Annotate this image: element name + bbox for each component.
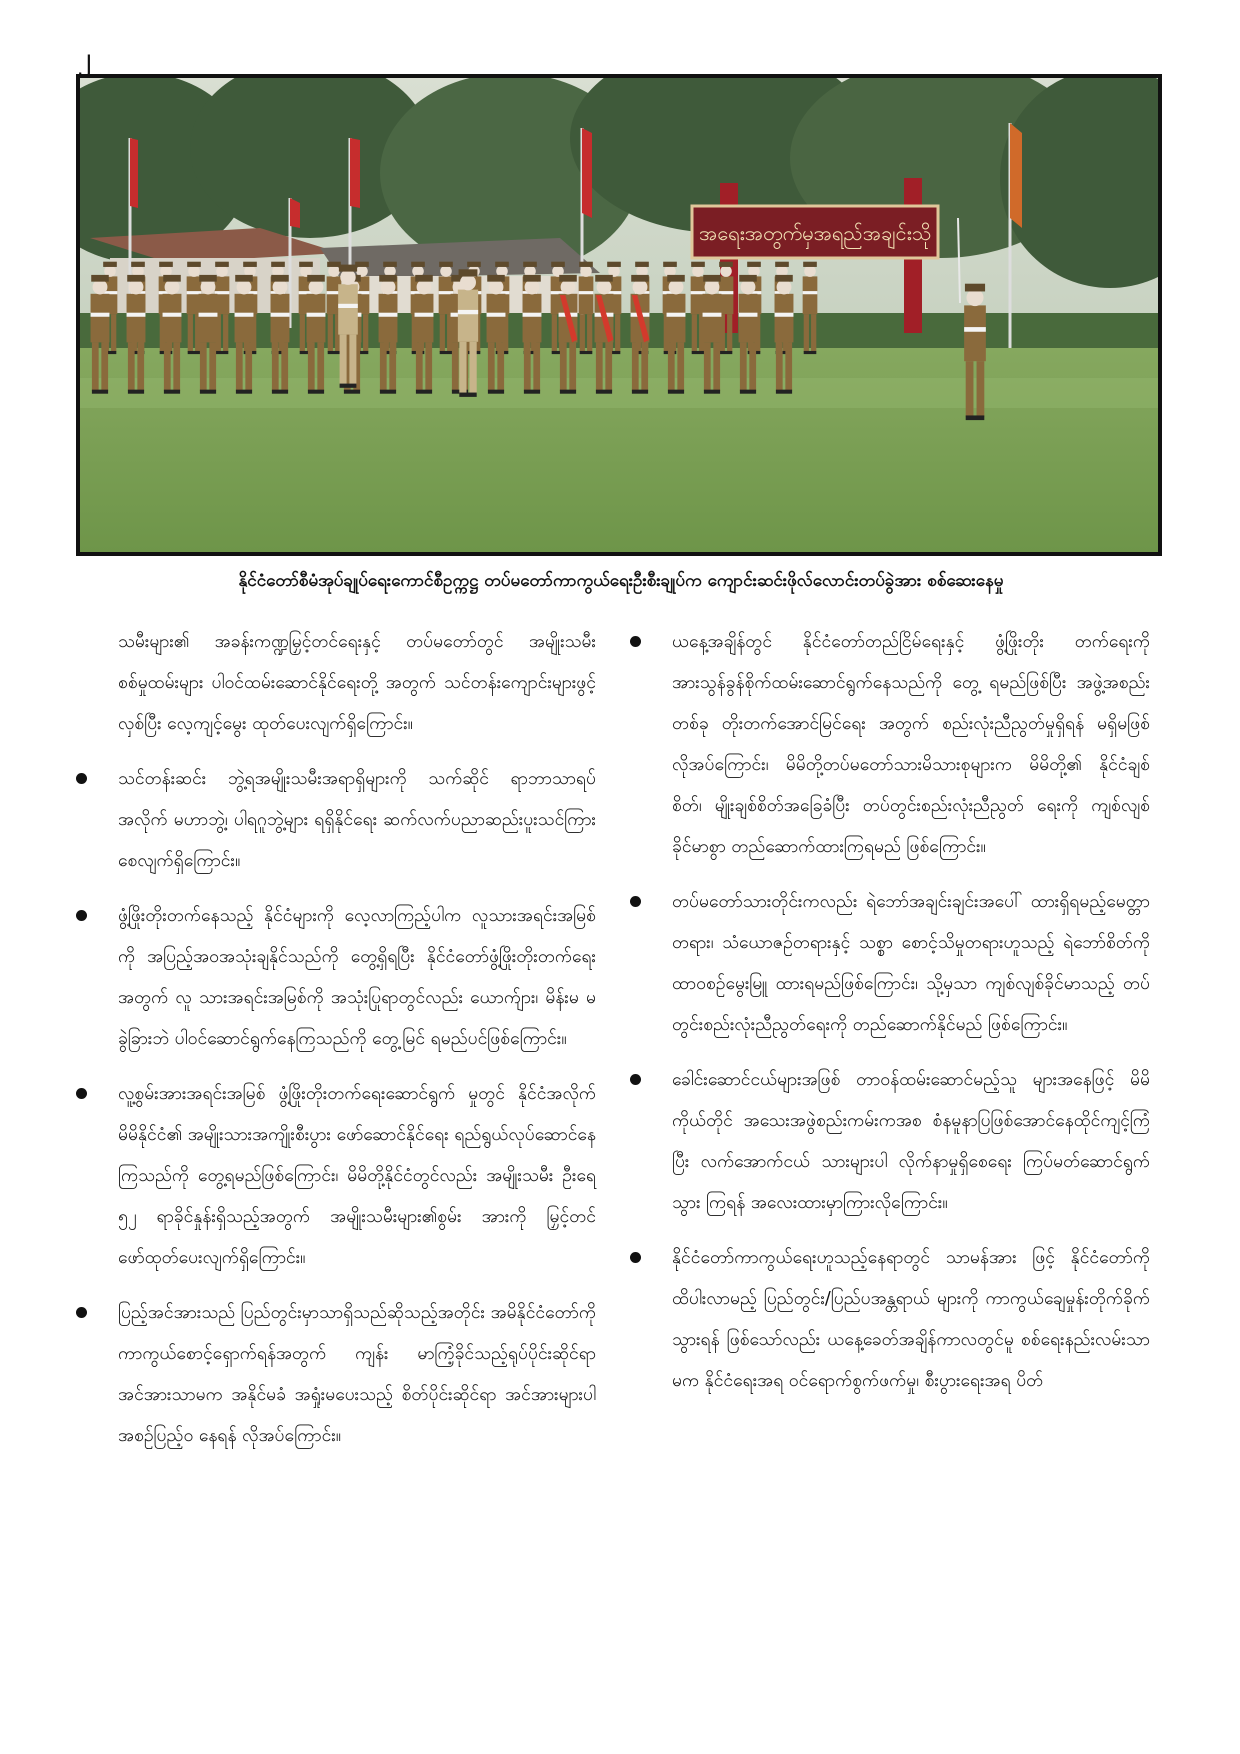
bullet-text: ဖွံ့ဖြိုးတိုးတက်နေသည့် နိုင်ငံများကို လေ့လာကြည့်ပါက လူသားအရင်းအမြစ်ကို အပြည့်အဝအသုံးချနိုင်သည်ကို တွေ့ရှိရပြီး နိုင်ငံတော်ဖွံ့ဖြိုးတိုးတက်ရေးအတွက် လူ သားအရင်းအမြစ်ကို အသုံးပြုရာတွင်လည်း ယောက်ျား၊ မိန်းမ မခွဲခြားဘဲ ပါဝင်ဆောင်ရွက်နေကြသည်ကို တွေ့မြင် ရမည်ပင်ဖြစ်ကြောင်း။ [118, 906, 596, 1049]
bullet-icon [76, 910, 87, 921]
paragraph [76, 622, 596, 745]
bullet-item [630, 622, 1150, 868]
bullet-icon [76, 1307, 87, 1318]
bullet-text: ပြည့်အင်အားသည် ပြည်တွင်းမှာသာရှိသည်ဆိုသည့်အတိုင်း အမိနိုင်ငံတော်ကို ကာကွယ်စောင့်ရှောက်ရန်အတွက် ကျန်း မာကြံ့ခိုင်သည့်ရုပ်ပိုင်းဆိုင်ရာ အင်အားသာမက အနိုင်မခံ အရှုံးမပေးသည့် စိတ်ပိုင်းဆိုင်ရာ အင်အားများပါ အစဉ်ပြည့်ဝ နေရန် လိုအပ်ကြောင်း။ [118, 1303, 596, 1446]
bullet-icon [630, 1074, 641, 1085]
bullet-text: လူ့စွမ်းအားအရင်းအမြစ် ဖွံ့ဖြိုးတိုးတက်ရေးဆောင်ရွက် မှုတွင် နိုင်ငံအလိုက် မိမိနိုင်ငံ၏ အမျိုးသားအကျိုးစီးပွား ဖော်ဆောင်နိုင်ရေး ရည်ရွယ်လုပ်ဆောင်နေကြသည်ကို တွေ့ရမည်ဖြစ်ကြောင်း၊ မိမိတို့နိုင်ငံတွင်လည်း အမျိုးသမီး ဦးရေ ၅၂ ရာခိုင်နှုန်းရှိသည့်အတွက် အမျိုးသမီးများ၏စွမ်း အားကို မြှင့်တင်ဖော်ထုတ်ပေးလျက်ရှိကြောင်း။ [118, 1084, 596, 1268]
left-column [76, 622, 596, 1471]
parade-photo-illustration [80, 78, 1158, 552]
bullet-icon [76, 1088, 87, 1099]
bullet-item [76, 896, 596, 1060]
bullet-text: တပ်မတော်သားတိုင်းကလည်း ရဲဘော်အချင်းချင်းအပေါ် ထားရှိရမည့်မေတ္တာတရား၊ သံယောဇဉ်တရားနှင့် သစ္စာ စောင့်သိမှုတရားဟူသည့် ရဲဘော်စိတ်ကို ထာဝစဉ်မွေးမြူ ထားရမည်ဖြစ်ကြောင်း၊ သို့မှသာ ကျစ်လျစ်ခိုင်မာသည့် တပ်တွင်းစည်းလုံးညီညွတ်ရေးကို တည်ဆောက်နိုင်မည် ဖြစ်ကြောင်း။ [672, 892, 1150, 1035]
bullet-item [630, 1238, 1150, 1402]
bullet-text: သင်တန်းဆင်း ဘွဲ့ရအမျိုးသမီးအရာရှိများကို သက်ဆိုင် ရာဘာသာရပ်အလိုက် မဟာဘွဲ့၊ ပါရဂူဘွဲ့များ ရရှိနိုင်ရေး ဆက်လက်ပညာဆည်းပူးသင်ကြားစေလျက်ရှိကြောင်း။ [118, 769, 596, 871]
gate-sign-text: အရေးအတွက်မှအရည်အချင်းသို [698, 221, 932, 245]
bullet-text: ယနေ့အချိန်တွင် နိုင်ငံတော်တည်ငြိမ်ရေးနှင့် ဖွံ့ဖြိုးတိုး တက်ရေးကို အားသွန်ခွန်စိုက်ထမ်းဆောင်ရွက်နေသည်ကို တွေ့ ရမည်ဖြစ်ပြီး အဖွဲ့အစည်းတစ်ခု တိုးတက်အောင်မြင်ရေး အတွက် စည်းလုံးညီညွတ်မှုရှိရန် မရှိမဖြစ်လိုအပ်ကြောင်း၊ မိမိတို့တပ်မတော်သားမိသားစုများက မိမိတို့၏ နိုင်ငံချစ် စိတ်၊ မျိုးချစ်စိတ်အခြေခံပြီး တပ်တွင်းစည်းလုံးညီညွတ် ရေးကို ကျစ်လျစ်ခိုင်မာစွာ တည်ဆောက်ထားကြရမည် ဖြစ်ကြောင်း။ [672, 632, 1150, 857]
bullet-item [630, 882, 1150, 1046]
bullet-icon [630, 636, 641, 647]
bullet-item [76, 1074, 596, 1279]
photo-caption: နိုင်ငံတော်စီမံအုပ်ချုပ်ရေးကောင်စီဥက္ကဋ္ဌ တပ်မတော်ကာကွယ်ရေးဦးစီးချုပ်က ကျောင်းဆင်းဖိုလ်လောင်းတပ်ခွဲအား စစ်ဆေးနေမှု [238, 571, 1004, 591]
paragraph-text: သမီးများ၏ အခန်းကဏ္ဍမြှင့်တင်ရေးနှင့် တပ်မတော်တွင် အမျိုးသမီးစစ်မှုထမ်းများ ပါဝင်ထမ်းဆောင်နိုင်ရေးတို့ အတွက် သင်တန်းကျောင်းများဖွင့်လှစ်ပြီး လေ့ကျင့်မွေး ထုတ်ပေးလျက်ရှိကြောင်း။ [118, 632, 596, 734]
bullet-item [630, 1060, 1150, 1224]
bullet-icon [630, 896, 641, 907]
bullet-text: ခေါင်းဆောင်ငယ်များအဖြစ် တာဝန်ထမ်းဆောင်မည့်သူ များအနေဖြင့် မိမိကိုယ်တိုင် အသေးအဖွဲစည်းကမ်းကအစ စံနမူနာပြဖြစ်အောင်နေထိုင်ကျင့်ကြံပြီး လက်အောက်ငယ် သားများပါ လိုက်နာမှုရှိစေရေး ကြပ်မတ်ဆောင်ရွက်သွား ကြရန် အလေးထားမှာကြားလိုကြောင်း။ [672, 1070, 1150, 1213]
bullet-item [76, 759, 596, 882]
page-number: ၂ [78, 42, 91, 72]
right-column [630, 622, 1150, 1416]
bullet-icon [76, 773, 87, 784]
bullet-icon [630, 1252, 641, 1263]
bullet-text: နိုင်ငံတော်ကာကွယ်ရေးဟူသည့်နေရာတွင် သာမန်အား ဖြင့် နိုင်ငံတော်ကိုထိပါးလာမည့် ပြည်တွင်း/ပြည်ပအန္တရာယ် များကို ကာကွယ်ချေမှုန်းတိုက်ခိုက်သွားရန် ဖြစ်သော်လည်း ယနေ့ခေတ်အချိန်ကာလတွင်မူ စစ်ရေးနည်းလမ်းသာမက နိုင်ငံရေးအရ ဝင်ရောက်စွက်ဖက်မှု၊ စီးပွားရေးအရ ပိတ် [672, 1248, 1150, 1391]
bullet-item [76, 1293, 596, 1457]
parade-photo [76, 74, 1162, 556]
